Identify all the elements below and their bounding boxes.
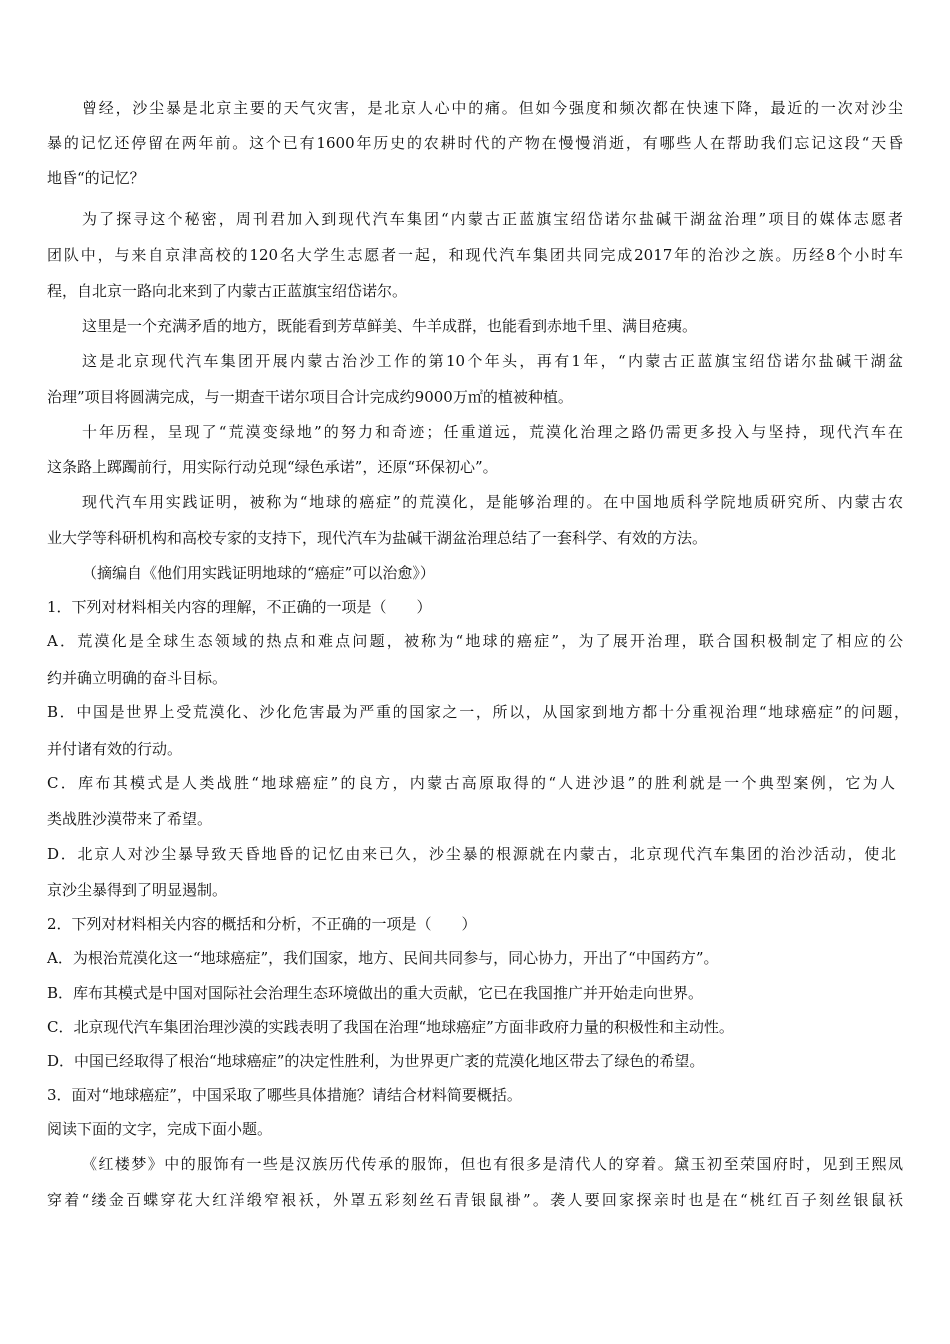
section-instruction: 阅读下面的文字，完成下面小题。 xyxy=(47,1120,273,1138)
text-line: 程，自北京一路向北来到了内蒙古正蓝旗宝绍岱诺尔。 xyxy=(47,282,408,300)
option-b[interactable]: B．库布其模式是中国对国际社会治理生态环境做出的重大贡献，它已在我国推广并开始走向世界。 xyxy=(47,984,704,1002)
text-line: 类战胜沙漠带来了希望。 xyxy=(47,810,213,828)
text-line: 这条路上踯躅前行，用实际行动兑现“绿色承诺”，还原“环保初心”。 xyxy=(47,458,498,476)
text-line: 曾经，沙尘暴是北京主要的天气灾害，是北京人心中的痛。但如今强度和频次都在快速下降，最近的一次对沙尘 xyxy=(82,99,903,117)
source-citation: （摘编自《他们用实践证明地球的“癌症”可以治愈》） xyxy=(82,564,435,582)
text-line: 十年历程，呈现了“荒漠变绿地”的努力和奇迹；任重道远，荒漠化治理之路仍需更多投入与坚持，现代汽车在 xyxy=(82,423,903,441)
text-line: 业大学等科研机构和高校专家的支持下，现代汽车为盐碱干湖盆治理总结了一套科学、有效的方法。 xyxy=(47,529,708,547)
text-line: 这是北京现代汽车集团开展内蒙古治沙工作的第10个年头，再有1年，“内蒙古正蓝旗宝绍岱诺尔盐碱干湖盆 xyxy=(82,352,903,370)
text-line: B．中国是世界上受荒漠化、沙化危害最为严重的国家之一，所以，从国家到地方都十分重视治理“地球癌症”的问题， xyxy=(47,703,909,721)
text-line: A．荒漠化是全球生态领域的热点和难点问题，被称为“地球的癌症”，为了展开治理，联合国积极制定了相应的公 xyxy=(47,632,903,650)
text-line: 现代汽车用实践证明，被称为“地球的癌症”的荒漠化，是能够治理的。在中国地质科学院地质研究所、内蒙古农 xyxy=(82,493,903,511)
question-stem: 1．下列对材料相关内容的理解，不正确的一项是（ ） xyxy=(47,598,432,616)
question-3: 3．面对“地球癌症”，中国采取了哪些具体措施？请结合材料简要概括。 xyxy=(47,1086,522,1104)
text-line: C．库布其模式是人类战胜“地球癌症”的良方，内蒙古高原取得的“人进沙退”的胜利就是一个典型案例，它为人 xyxy=(47,774,895,792)
text-line: 京沙尘暴得到了明显遏制。 xyxy=(47,881,228,899)
text-line: 为了探寻这个秘密，周刊君加入到现代汽车集团“内蒙古正蓝旗宝绍岱诺尔盐碱干湖盆治理”项目的媒体志愿者 xyxy=(82,210,903,228)
text-line: 暴的记忆还停留在两年前。这个已有1600年历史的农耕时代的产物在慢慢消逝，有哪些人在帮助我们忘记这段“天昏 xyxy=(47,134,903,152)
text-line: 《红楼梦》中的服饰有一些是汉族历代传承的服饰，但也有很多是清代人的穿着。黛玉初至荣国府时，见到王熙凤 xyxy=(82,1155,903,1173)
question-stem: 2．下列对材料相关内容的概括和分析，不正确的一项是（ ） xyxy=(47,915,477,933)
text-line: 并付诸有效的行动。 xyxy=(47,740,183,758)
text-line: 约并确立明确的奋斗目标。 xyxy=(47,669,228,687)
text-line: 团队中，与来自京津高校的120名大学生志愿者一起，和现代汽车集团共同完成2017年的治沙之族。历经8个小时车 xyxy=(47,246,903,264)
option-a[interactable]: A．为根治荒漠化这一“地球癌症”，我们国家，地方、民间共同参与，同心协力，开出了“中国药方”。 xyxy=(47,949,719,967)
text-line: 治理”项目将圆满完成，与一期查干诺尔项目合计完成约9000万㎡的植被种植。 xyxy=(47,388,573,406)
text-line: 穿着“缕金百蝶穿花大红洋缎窄裉袄，外罩五彩刻丝石青银鼠褂”。袭人要回家探亲时也是在“桃红百子刻丝银鼠袄 xyxy=(47,1191,903,1209)
text-line: 地昏“的记忆？ xyxy=(47,169,145,187)
option-d[interactable]: D．中国已经取得了根治“地球癌症”的决定性胜利，为世界更广袤的荒漠化地区带去了绿色的希望。 xyxy=(47,1052,705,1070)
text-line: D．北京人对沙尘暴导致天昏地昏的记忆由来已久，沙尘暴的根源就在内蒙古，北京现代汽车集团的治沙活动，使北 xyxy=(47,845,896,863)
option-c[interactable]: C．北京现代汽车集团治理沙漠的实践表明了我国在治理“地球癌症”方面非政府力量的积极性和主动性。 xyxy=(47,1018,734,1036)
text-line: 这里是一个充满矛盾的地方，既能看到芳草鲜美、牛羊成群，也能看到赤地千里、满目疮痍。 xyxy=(82,317,698,335)
